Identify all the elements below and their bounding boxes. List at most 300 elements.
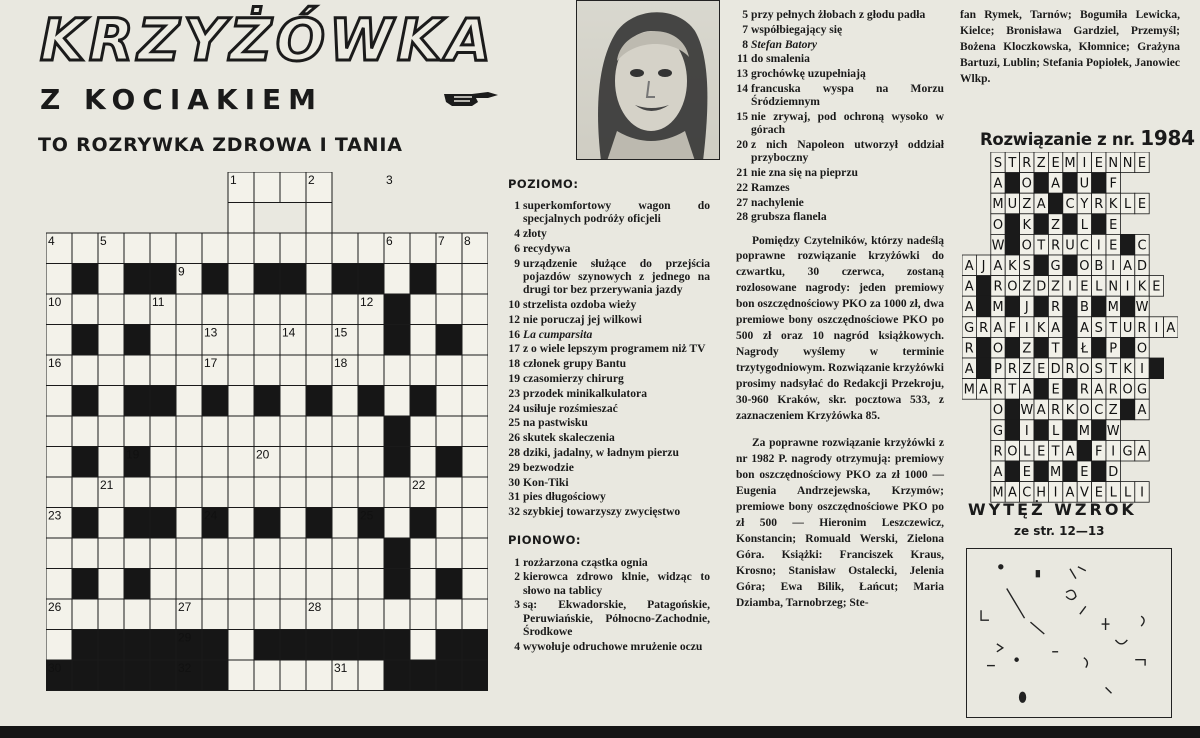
solution-letter: R xyxy=(993,279,1003,295)
grid-cell[interactable] xyxy=(306,233,332,264)
grid-cell[interactable] xyxy=(462,599,488,630)
grid-cell[interactable] xyxy=(358,233,384,264)
grid-cell[interactable] xyxy=(124,538,150,569)
grid-cell[interactable] xyxy=(410,447,436,478)
clue-item xyxy=(508,598,710,638)
grid-cell[interactable] xyxy=(176,447,202,478)
grid-cell[interactable] xyxy=(202,416,228,447)
grid-cell[interactable] xyxy=(176,294,202,325)
grid-cell[interactable] xyxy=(384,508,410,539)
grid-cell[interactable] xyxy=(462,386,488,417)
grid-cell[interactable] xyxy=(176,233,202,264)
black-cell xyxy=(124,569,150,600)
grid-cell[interactable] xyxy=(358,660,384,691)
grid-cell[interactable] xyxy=(228,599,254,630)
grid-cell[interactable] xyxy=(228,203,254,234)
grid-cell[interactable] xyxy=(46,325,72,356)
black-cell xyxy=(384,630,410,661)
grid-cell[interactable] xyxy=(72,294,98,325)
solution-letter: W xyxy=(1106,423,1120,439)
solution-grid xyxy=(962,152,1178,506)
grid-cell[interactable] xyxy=(176,325,202,356)
solution-letter: T xyxy=(1008,156,1017,171)
grid-cell[interactable] xyxy=(228,325,254,356)
grid-cell[interactable] xyxy=(228,660,254,691)
clue-text: przy pełnych żłobach z głodu padła xyxy=(751,8,926,21)
grid-cell[interactable] xyxy=(228,538,254,569)
grid-cell[interactable] xyxy=(358,325,384,356)
grid-cell[interactable] xyxy=(98,599,124,630)
grid-cell[interactable] xyxy=(358,599,384,630)
grid-cell[interactable] xyxy=(332,447,358,478)
grid-cell[interactable] xyxy=(306,416,332,447)
grid-cell[interactable] xyxy=(228,416,254,447)
solution-black-cell xyxy=(1063,296,1077,317)
grid-cell[interactable] xyxy=(462,325,488,356)
grid-cell[interactable] xyxy=(98,355,124,386)
grid-cell[interactable] xyxy=(150,477,176,508)
grid-cell[interactable] xyxy=(124,599,150,630)
clue-number: 23 xyxy=(508,386,520,400)
grid-cell[interactable] xyxy=(384,477,410,508)
grid-cell[interactable] xyxy=(280,538,306,569)
grid-cell[interactable] xyxy=(280,569,306,600)
wytez-wzrok-subtitle: ze str. 12—13 xyxy=(1014,524,1105,538)
grid-cell[interactable] xyxy=(150,325,176,356)
solution-letter: I xyxy=(1024,423,1029,439)
grid-cell[interactable] xyxy=(410,538,436,569)
black-cell xyxy=(332,264,358,295)
clue-number: 4 xyxy=(514,639,520,653)
black-cell xyxy=(306,386,332,417)
grid-cell[interactable] xyxy=(228,508,254,539)
grid-cell[interactable] xyxy=(150,538,176,569)
grid-cell[interactable] xyxy=(306,477,332,508)
grid-cell[interactable] xyxy=(202,538,228,569)
grid-cell[interactable] xyxy=(46,538,72,569)
grid-cell[interactable] xyxy=(202,599,228,630)
clue-number: 8 xyxy=(742,37,748,51)
grid-cell[interactable] xyxy=(410,599,436,630)
clue-item xyxy=(508,328,710,341)
grid-cell[interactable] xyxy=(280,355,306,386)
clue-item xyxy=(508,431,710,444)
clue-column-1 xyxy=(508,178,710,654)
black-cell xyxy=(436,569,462,600)
black-cell xyxy=(384,538,410,569)
cell-number: 25 xyxy=(360,508,374,523)
grid-cell[interactable] xyxy=(280,233,306,264)
solution-letter: E xyxy=(1109,238,1118,254)
grid-cell[interactable] xyxy=(436,264,462,295)
grid-cell[interactable] xyxy=(150,355,176,386)
solution-letter: G xyxy=(1136,382,1148,398)
solution-black-cell xyxy=(1034,214,1048,235)
clue-item xyxy=(508,387,710,400)
grid-cell[interactable] xyxy=(98,508,124,539)
solution-letter: I xyxy=(1096,238,1101,254)
grid-cell[interactable] xyxy=(228,386,254,417)
clue-text: wywołuje odruchowe mrużenie oczu xyxy=(523,639,703,653)
black-cell xyxy=(72,660,98,691)
grid-cell[interactable] xyxy=(228,477,254,508)
grid-cell[interactable] xyxy=(332,569,358,600)
solution-black-cell xyxy=(1034,296,1048,317)
clue-item xyxy=(736,52,944,65)
black-cell xyxy=(306,630,332,661)
grid-cell[interactable] xyxy=(436,355,462,386)
grid-cell[interactable] xyxy=(462,355,488,386)
grid-cell[interactable] xyxy=(280,294,306,325)
grid-cell[interactable] xyxy=(150,447,176,478)
solution-letter: N xyxy=(1122,156,1133,171)
black-cell xyxy=(254,264,280,295)
grid-cell[interactable] xyxy=(358,477,384,508)
cell-number: 15 xyxy=(334,325,348,340)
grid-cell[interactable] xyxy=(306,447,332,478)
solution-letter: W xyxy=(991,238,1005,254)
clue-text: strzelista ozdoba wieży xyxy=(523,298,637,311)
grid-cell[interactable] xyxy=(176,416,202,447)
grid-cell[interactable] xyxy=(436,386,462,417)
grid-cell[interactable] xyxy=(436,294,462,325)
grid-cell[interactable] xyxy=(306,203,332,234)
solution-letter: R xyxy=(1022,156,1032,171)
solution-black-cell xyxy=(1034,255,1048,276)
clue-text: z o wiele lepszym programem niż TV xyxy=(523,342,706,356)
grid-cell[interactable] xyxy=(254,233,280,264)
solution-black-cell xyxy=(1120,234,1134,255)
across-heading: POZIOMO: xyxy=(508,177,579,191)
clue-number: 19 xyxy=(508,371,520,385)
grid-cell[interactable] xyxy=(410,630,436,661)
clue-text: rozżarzona cząstka ognia xyxy=(523,555,648,569)
contest-rules-paragraph: Pomiędzy Czytelników, którzy nadeślą poprawne rozwiązanie krzyżówki do czwartku, 30 czerwca, zostaną rozlosowane nagrody: jeden premiowy bon oszczędnościowy PKO za 1000 zł, dwa premiowe bony oszczędnościowe PKO po 500 zł oraz 10 nagród książkowych. Nagrody wyślemy w terminie trzytygodniowym. Rozwiązanie krzyżówki prosimy nadsyłać do Redakcji Przekroju, 30-960 Kraków, skr. pocztowa 533, z zaznaczeniem Krzyżówka 85. xyxy=(736,234,944,422)
solution-letter: I xyxy=(1140,362,1144,377)
grid-cell[interactable] xyxy=(462,508,488,539)
black-cell xyxy=(72,630,98,661)
grid-cell[interactable] xyxy=(436,599,462,630)
grid-cell[interactable] xyxy=(124,355,150,386)
solution-letter: R xyxy=(979,320,989,336)
grid-cell[interactable] xyxy=(124,416,150,447)
grid-cell[interactable] xyxy=(228,630,254,661)
grid-cell[interactable] xyxy=(306,569,332,600)
grid-cell[interactable] xyxy=(436,508,462,539)
grid-cell[interactable] xyxy=(332,538,358,569)
grid-cell[interactable] xyxy=(332,477,358,508)
grid-cell[interactable] xyxy=(436,416,462,447)
solution-letter: E xyxy=(1037,362,1046,377)
grid-cell[interactable] xyxy=(410,233,436,264)
clue-number: 16 xyxy=(508,327,520,341)
solution-black-cell xyxy=(1063,317,1077,338)
solution-black-cell xyxy=(976,296,990,317)
solution-letter: G xyxy=(992,423,1004,439)
grid-cell[interactable] xyxy=(280,172,306,203)
grid-cell[interactable] xyxy=(462,264,488,295)
grid-cell[interactable] xyxy=(176,477,202,508)
solution-letter: H xyxy=(1036,485,1047,501)
grid-cell[interactable] xyxy=(46,569,72,600)
grid-cell[interactable] xyxy=(410,325,436,356)
grid-cell[interactable] xyxy=(280,386,306,417)
black-cell xyxy=(150,660,176,691)
solution-black-cell xyxy=(976,276,990,297)
cell-number: 18 xyxy=(334,356,348,370)
solution-letter: N xyxy=(1108,156,1119,171)
clue-number: 21 xyxy=(736,165,748,179)
solution-letter: I xyxy=(1111,444,1116,460)
grid-cell[interactable] xyxy=(358,416,384,447)
grid-cell[interactable] xyxy=(228,264,254,295)
grid-cell[interactable] xyxy=(410,416,436,447)
cell-number: 12 xyxy=(360,295,374,309)
grid-cell[interactable] xyxy=(124,294,150,325)
solution-black-cell xyxy=(1120,399,1134,420)
grid-cell[interactable] xyxy=(280,599,306,630)
grid-cell[interactable] xyxy=(98,264,124,295)
clue-column-2 xyxy=(736,8,944,611)
solution-letter: Z xyxy=(1051,217,1061,233)
clue-text: nie zrywaj, pod ochroną wysoko w górach xyxy=(751,109,944,137)
solution-letter: E xyxy=(1080,279,1089,295)
solution-black-cell xyxy=(1092,296,1106,317)
grid-cell[interactable] xyxy=(98,538,124,569)
grid-cell[interactable] xyxy=(358,569,384,600)
cell-number: 23 xyxy=(48,508,62,523)
cell-number: 13 xyxy=(204,325,218,340)
solution-letter: K xyxy=(1123,362,1132,377)
solution-letter: M xyxy=(1049,465,1062,480)
grid-cell[interactable] xyxy=(228,294,254,325)
clue-item xyxy=(508,242,710,255)
grid-cell[interactable] xyxy=(280,660,306,691)
grid-cell[interactable] xyxy=(332,508,358,539)
grid-cell[interactable] xyxy=(358,355,384,386)
grid-cell[interactable] xyxy=(228,447,254,478)
grid-cell[interactable] xyxy=(410,294,436,325)
solution-letter: R xyxy=(1007,362,1017,377)
solution-black-cell xyxy=(1063,461,1077,482)
grid-cell[interactable] xyxy=(176,508,202,539)
grid-cell[interactable] xyxy=(384,355,410,386)
solution-letter: I xyxy=(1068,279,1072,295)
grid-cell[interactable] xyxy=(150,569,176,600)
grid-cell[interactable] xyxy=(46,447,72,478)
solution-letter: L xyxy=(1123,485,1132,501)
grid-cell[interactable] xyxy=(280,416,306,447)
grid-cell[interactable] xyxy=(254,477,280,508)
black-cell xyxy=(384,294,410,325)
grid-cell[interactable] xyxy=(306,264,332,295)
grid-cell[interactable] xyxy=(150,599,176,630)
grid-cell[interactable] xyxy=(98,447,124,478)
grid-cell[interactable] xyxy=(254,569,280,600)
grid-cell[interactable] xyxy=(358,538,384,569)
grid-cell[interactable] xyxy=(98,325,124,356)
grid-cell[interactable] xyxy=(202,233,228,264)
grid-cell[interactable] xyxy=(462,447,488,478)
grid-cell[interactable] xyxy=(46,416,72,447)
grid-cell[interactable] xyxy=(332,599,358,630)
solution-black-cell xyxy=(1005,214,1019,235)
grid-cell[interactable] xyxy=(462,569,488,600)
grid-cell[interactable] xyxy=(46,630,72,661)
grid-cell[interactable] xyxy=(410,355,436,386)
grid-cell[interactable] xyxy=(72,477,98,508)
solution-letter: Y xyxy=(1080,197,1089,213)
grid-cell[interactable] xyxy=(332,416,358,447)
clue-item xyxy=(508,461,710,474)
grid-cell[interactable] xyxy=(98,416,124,447)
clue-item xyxy=(508,505,710,518)
solution-letter: O xyxy=(1007,444,1018,460)
solution-black-cell xyxy=(1063,337,1077,358)
grid-cell[interactable] xyxy=(176,355,202,386)
solution-letter: G xyxy=(1050,259,1061,274)
black-cell xyxy=(280,264,306,295)
solution-letter: I xyxy=(1024,320,1029,336)
solution-letter: A xyxy=(979,382,989,398)
grid-cell[interactable] xyxy=(306,538,332,569)
grid-cell[interactable] xyxy=(46,477,72,508)
solution-letter: T xyxy=(1051,444,1060,460)
solution-letter: A xyxy=(1036,197,1046,213)
grid-cell[interactable] xyxy=(280,447,306,478)
grid-cell[interactable] xyxy=(254,355,280,386)
solution-letter: C xyxy=(1094,403,1104,419)
grid-cell[interactable] xyxy=(46,264,72,295)
grid-cell[interactable] xyxy=(280,508,306,539)
clue-text: grubsza flanela xyxy=(751,210,827,224)
grid-cell[interactable] xyxy=(98,569,124,600)
clue-number: 31 xyxy=(508,490,520,504)
grid-cell[interactable] xyxy=(228,355,254,386)
grid-cell[interactable] xyxy=(306,660,332,691)
solution-black-cell xyxy=(1063,379,1077,400)
clue-text: nie poruczaj jej wilkowi xyxy=(523,312,642,326)
solution-letter: R xyxy=(1065,362,1075,377)
clue-number: 20 xyxy=(736,137,748,151)
grid-cell[interactable] xyxy=(384,599,410,630)
solution-letter: Z xyxy=(1108,403,1118,419)
grid-cell[interactable] xyxy=(202,447,228,478)
grid-cell[interactable] xyxy=(124,477,150,508)
clue-text: szybkiej towarzyszy zwycięstwo xyxy=(523,505,681,519)
cell-number: 22 xyxy=(412,478,426,492)
solution-letter: G xyxy=(1122,444,1133,460)
grid-cell[interactable] xyxy=(176,569,202,600)
grid-cell[interactable] xyxy=(384,264,410,295)
grid-cell[interactable] xyxy=(462,294,488,325)
clue-number: 27 xyxy=(736,195,748,209)
grid-cell[interactable] xyxy=(254,172,280,203)
grid-cell[interactable] xyxy=(72,538,98,569)
grid-cell[interactable] xyxy=(228,233,254,264)
grid-cell[interactable] xyxy=(72,355,98,386)
grid-cell[interactable] xyxy=(358,447,384,478)
solution-title-prefix: Rozwiązanie z nr. xyxy=(980,130,1135,149)
grid-cell[interactable] xyxy=(72,416,98,447)
grid-cell[interactable] xyxy=(306,325,332,356)
grid-cell[interactable] xyxy=(176,386,202,417)
clue-text: Ramzes xyxy=(751,180,790,194)
grid-cell[interactable] xyxy=(410,569,436,600)
solution-letter: N xyxy=(1108,279,1119,295)
grid-cell[interactable] xyxy=(254,294,280,325)
grid-cell[interactable] xyxy=(462,416,488,447)
clue-item xyxy=(508,298,710,311)
grid-cell[interactable] xyxy=(124,233,150,264)
wytez-wzrok-title: WYTĘŻ WZROK xyxy=(968,500,1137,519)
solution-letter: E xyxy=(1137,197,1147,213)
grid-cell[interactable] xyxy=(462,538,488,569)
grid-cell[interactable] xyxy=(202,294,228,325)
grid-cell[interactable] xyxy=(436,538,462,569)
solution-letter: A xyxy=(1137,444,1147,460)
grid-cell[interactable] xyxy=(332,294,358,325)
grid-cell[interactable] xyxy=(332,386,358,417)
grid-cell[interactable] xyxy=(176,538,202,569)
clue-number: 28 xyxy=(736,210,748,224)
grid-cell[interactable] xyxy=(280,477,306,508)
grid-cell[interactable] xyxy=(46,386,72,417)
clue-item xyxy=(508,227,710,240)
solution-letter: A xyxy=(1123,259,1133,274)
grid-cell[interactable] xyxy=(72,599,98,630)
solution-letter: W xyxy=(1135,300,1149,316)
model-photo xyxy=(576,0,720,160)
grid-cell[interactable] xyxy=(202,477,228,508)
clue-text: nie zna się na pieprzu xyxy=(751,165,858,179)
grid-cell[interactable] xyxy=(254,599,280,630)
grid-cell[interactable] xyxy=(72,233,98,264)
black-cell xyxy=(462,660,488,691)
clue-text: recydywa xyxy=(523,242,571,255)
clue-number: 1 xyxy=(514,555,520,569)
solution-letter: A xyxy=(1137,403,1147,419)
puzzle-title: KRZYŻÓWKA xyxy=(40,6,495,74)
grid-cell[interactable] xyxy=(254,325,280,356)
solution-letter: R xyxy=(1079,382,1089,398)
solution-title xyxy=(980,126,1195,150)
grid-cell[interactable] xyxy=(150,233,176,264)
grid-cell[interactable] xyxy=(98,294,124,325)
grid-cell[interactable] xyxy=(202,569,228,600)
grid-cell[interactable] xyxy=(306,355,332,386)
clue-text: La cumparsita xyxy=(523,327,593,341)
black-cell xyxy=(72,386,98,417)
solution-letter: R xyxy=(1051,238,1061,254)
grid-cell[interactable] xyxy=(254,538,280,569)
grid-cell[interactable] xyxy=(228,569,254,600)
solution-letter: A xyxy=(993,176,1003,192)
solution-letter: O xyxy=(1079,362,1090,377)
solution-letter: A xyxy=(1051,320,1061,336)
grid-cell[interactable] xyxy=(436,477,462,508)
grid-cell[interactable] xyxy=(462,477,488,508)
grid-cell[interactable] xyxy=(332,233,358,264)
grid-cell[interactable] xyxy=(254,660,280,691)
solution-black-cell xyxy=(1005,337,1019,358)
grid-cell[interactable] xyxy=(306,294,332,325)
grid-cell[interactable] xyxy=(384,386,410,417)
crossword-grid[interactable] xyxy=(46,172,488,700)
grid-cell[interactable] xyxy=(254,416,280,447)
grid-cell[interactable] xyxy=(150,416,176,447)
grid-cell[interactable] xyxy=(98,386,124,417)
